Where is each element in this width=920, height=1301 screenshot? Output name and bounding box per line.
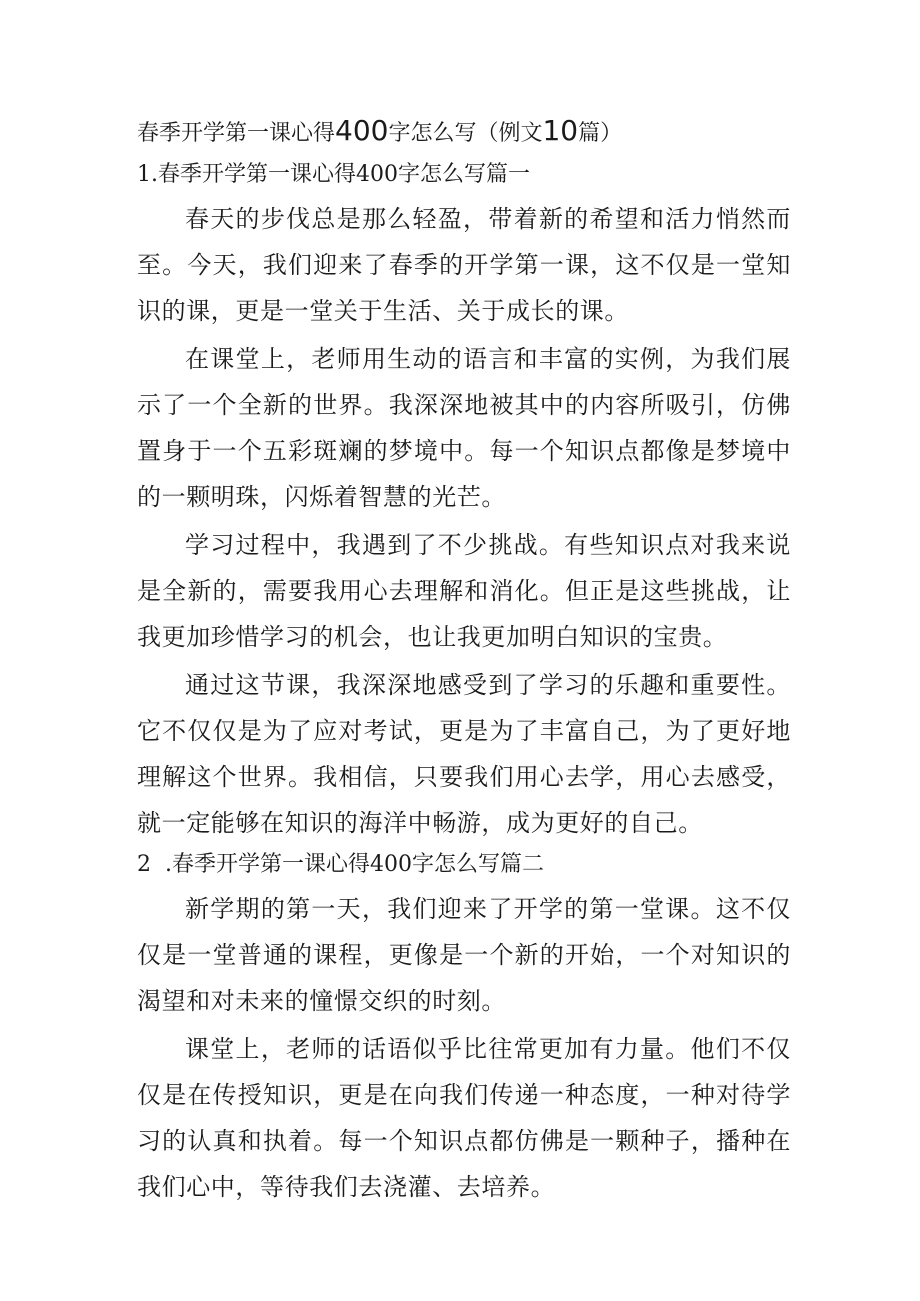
section-1-paragraph-1: 春天的步伐总是那么轻盈，带着新的希望和活力悄然而至。今天，我们迎来了春季的开学第一课，这不仅是一堂知识的课，更是一堂关于生活、关于成长的课。 [137,205,791,325]
section-1 [137,156,791,846]
document-body [137,156,791,1210]
title-part-3: 字怎么写（例文 [388,121,543,146]
section-2 [137,846,791,1210]
section-2-heading: 2 .春季开学第一课心得400字怎么写篇二 [137,852,544,877]
title-part-1: 春季开学第一课心得 [137,121,336,146]
section-1-paragraph-3: 学习过程中，我遇到了不少挑战。有些知识点对我来说是全新的，需要我用心去理解和消化。但正是这些挑战，让我更加珍惜学习的机会，也让我更加明白知识的宝贵。 [137,531,791,651]
document-title [137,112,857,153]
title-part-5: 篇） [578,121,623,146]
title-part-4: 10 [542,114,579,147]
title-part-2: 400 [335,114,389,147]
section-2-paragraph-1: 新学期的第一天，我们迎来了开学的第一堂课。这不仅仅是一堂普通的课程，更像是一个新的开始，一个对知识的渴望和对未来的憧憬交织的时刻。 [137,895,791,1015]
section-2-paragraph-2: 课堂上，老师的话语似乎比往常更加有力量。他们不仅仅是在传授知识，更是在向我们传递一种态度，一种对待学习的认真和执着。每一个知识点都仿佛是一颗种子，播种在我们心中，等待我们去浇灌、去培养。 [137,1035,791,1201]
section-1-heading: 1.春季开学第一课心得400字怎么写篇一 [137,162,530,187]
section-1-paragraph-2: 在课堂上，老师用生动的语言和丰富的实例，为我们展示了一个全新的世界。我深深地被其中的内容所吸引，仿佛置身于一个五彩斑斓的梦境中。每一个知识点都像是梦境中的一颗明珠，闪烁着智慧的光芒。 [137,345,791,511]
section-1-paragraph-4: 通过这节课，我深深地感受到了学习的乐趣和重要性。它不仅仅是为了应对考试，更是为了丰富自己，为了更好地理解这个世界。我相信，只要我们用心去学，用心去感受，就一定能够在知识的海洋中畅游，成为更好的自己。 [137,671,791,837]
